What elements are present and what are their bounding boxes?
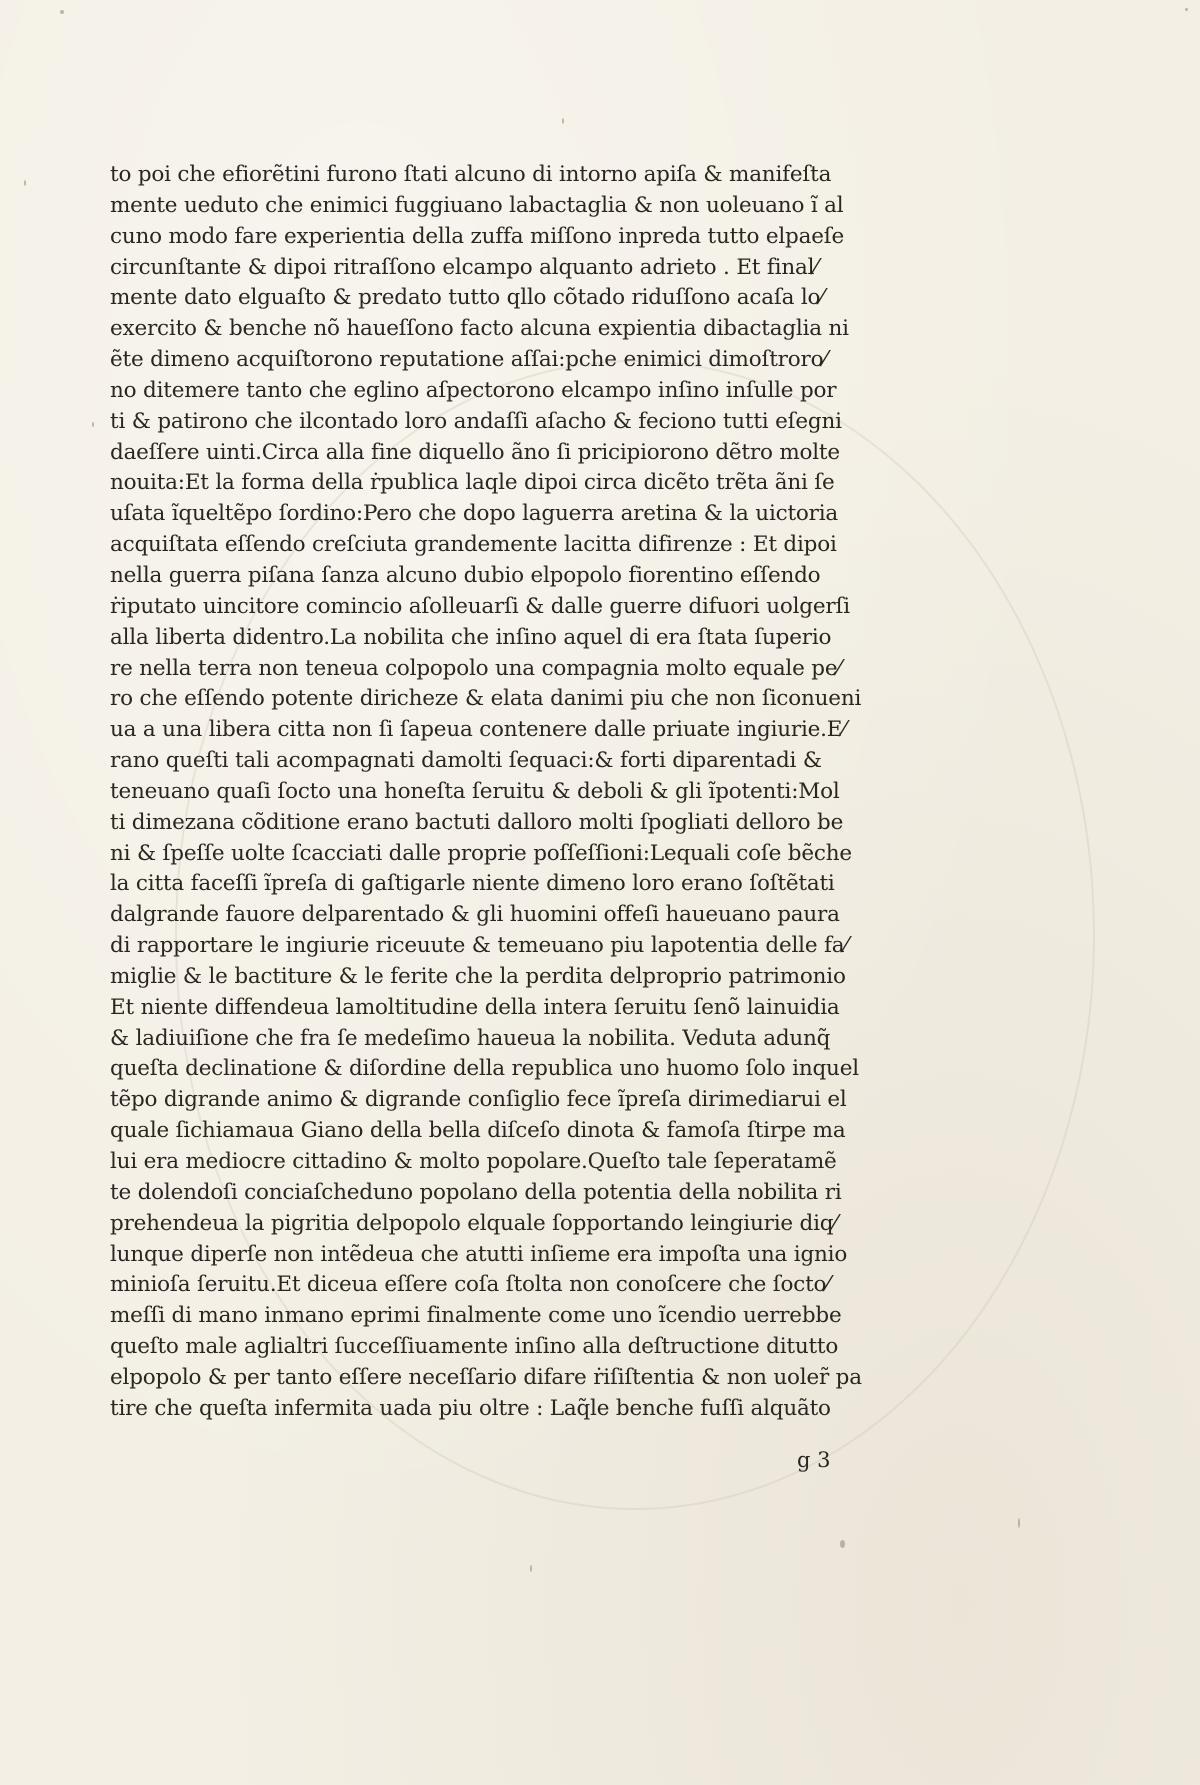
text-line: quale ſichiamaua Giano della bella diſceſo dinota & famoſa ſtirpe ma xyxy=(110,1118,846,1144)
text-line: Et niente diffendeua lamoltitudine della intera ſeruitu ſenõ lainuidia xyxy=(110,994,840,1020)
text-line: daeſſere uinti.Circa alla fine diquello ãno ſi pricipiorono dẽtro molte xyxy=(110,439,840,465)
text-line: ti dimezana cõditione erano bactuti dalloro molti ſpogliati delloro be xyxy=(110,809,844,835)
text-line: rano queſti tali acompagnati damolti ſequaci:& forti diparentadi & xyxy=(110,748,822,774)
paper-speck xyxy=(92,422,94,427)
paper-speck xyxy=(1018,1518,1020,1528)
text-line: ti & patirono che ilcontado loro andaſſi aſacho & feciono tutti eſegni xyxy=(110,408,842,434)
text-line: tire che queſta infermita uada piu oltre : Laq̃le benche fuſſi alquãto xyxy=(110,1395,831,1421)
text-line: mente ueduto che enimici fuggiuano labactaglia & non uoleuano ĩ al xyxy=(110,192,844,218)
text-line: & ladiuiſione che fra ſe medeſimo haueua la nobilita. Veduta adunq̃ xyxy=(110,1025,831,1051)
text-line: minioſa ſeruitu.Et diceua eſſere coſa ſtolta non conoſcere che ſocto⁄ xyxy=(110,1272,830,1298)
text-line: no ditemere tanto che eglino aſpectorono elcampo inſino inſulle por xyxy=(110,377,837,403)
signature-mark: g 3 xyxy=(797,1448,831,1472)
main-text xyxy=(110,160,870,1425)
text-line: acquiſtata eſſendo creſciuta grandemente lacitta difirenze : Et dipoi xyxy=(110,532,837,558)
text-line: queſto male aglialtri ſucceſſiuamente inſino alla deſtructione ditutto xyxy=(110,1334,839,1360)
text-line: ṙiputato uincitore comincio aſolleuarſi & dalle guerre difuori uolgerſi xyxy=(110,593,850,619)
text-line: ro che eſſendo potente diricheze & elata danimi piu che non ſiconueni xyxy=(110,686,862,712)
text-line: circunſtante & dipoi ritraſſono elcampo alquanto adrieto . Et final⁄ xyxy=(110,254,818,280)
text-line: la citta faceſſi ĩpreſa di gaſtigarle niente dimeno loro erano ſoſtẽtati xyxy=(110,871,835,897)
text-line: alla liberta didentro.La nobilita che inſino aquel di era ſtata ſuperio xyxy=(110,624,832,650)
text-line: prehendeua la pigritia delpopolo elquale ſopportando leingiurie diq⁄ xyxy=(110,1210,837,1236)
text-line: ni & ſpeſſe uolte ſcacciati dalle proprie poſſeſſioni:Lequali coſe bẽche xyxy=(110,840,852,866)
text-line: meſſi di mano inmano eprimi finalmente come uno ĩcendio uerrebbe xyxy=(110,1303,842,1329)
paper-speck xyxy=(530,1565,532,1572)
text-line: lunque diperſe non intẽdeua che atutti inſieme era impoſta una ignio xyxy=(110,1241,848,1267)
text-line: mente dato elguaſto & predato tutto qllo cõtado riduſſono acaſa lo⁄ xyxy=(110,285,824,311)
text-line: di rapportare le ingiurie riceuute & temeuano piu lapotentia delle fa⁄ xyxy=(110,933,848,959)
text-line: teneuano quaſi ſocto una honeſta ſeruitu & deboli & gli ĩpotenti:Mol xyxy=(110,778,840,804)
text-line: dalgrande fauore delparentado & gli huomini offeſi haueuano paura xyxy=(110,902,840,928)
text-line: nella guerra piſana ſanza alcuno dubio elpopolo fiorentino eſſendo xyxy=(110,562,821,588)
paper-speck xyxy=(840,1540,845,1548)
text-line: te dolendoſi conciaſcheduno popolano della potentia della nobilita ri xyxy=(110,1179,842,1205)
text-line: miglie & le bactiture & le ferite che la perdita delproprio patrimonio xyxy=(110,963,846,989)
text-line: exercito & benche nõ haueſſono facto alcuna expientia dibactaglia ni xyxy=(110,316,849,342)
text-line: queſta declinatione & diſordine della republica uno huomo ſolo inquel xyxy=(110,1056,859,1082)
paper-speck xyxy=(60,10,64,14)
text-line: tẽpo digrande animo & digrande conſiglio fece ĩpreſa dirimediarui el xyxy=(110,1087,847,1113)
text-line: ua a una libera citta non ſi ſapeua contenere dalle priuate ingiurie.E⁄ xyxy=(110,717,846,743)
text-line: elpopolo & per tanto eſſere neceſſario difare ṙiſiſtentia & non uoler̃ pa xyxy=(110,1364,862,1390)
text-line: re nella terra non teneua colpopolo una compagnia molto equale pe⁄ xyxy=(110,655,841,681)
text-line: cuno modo fare experientia della zuffa miſſono inpreda tutto elpaeſe xyxy=(110,223,845,249)
text-line: to poi che efiorẽtini furono ſtati alcuno di intorno apiſa & manifeſta xyxy=(110,162,832,187)
paper-speck xyxy=(1185,8,1188,11)
text-line: lui era mediocre cittadino & molto popolare.Queſto tale ſeperatamẽ xyxy=(110,1149,837,1174)
text-line: nouita:Et la forma della ṙpublica laqle dipoi circa dicẽto trẽta ãni ſe xyxy=(110,470,835,496)
paper-speck xyxy=(562,118,564,124)
text-line: uſata ĩqueltẽpo ſordino:Pero che dopo laguerra aretina & la uictoria xyxy=(110,501,839,527)
paper-speck xyxy=(24,180,26,186)
text-line: ẽte dimeno acquiſtorono reputatione aſſai:pche enimici dimoſtroro⁄ xyxy=(110,347,827,373)
